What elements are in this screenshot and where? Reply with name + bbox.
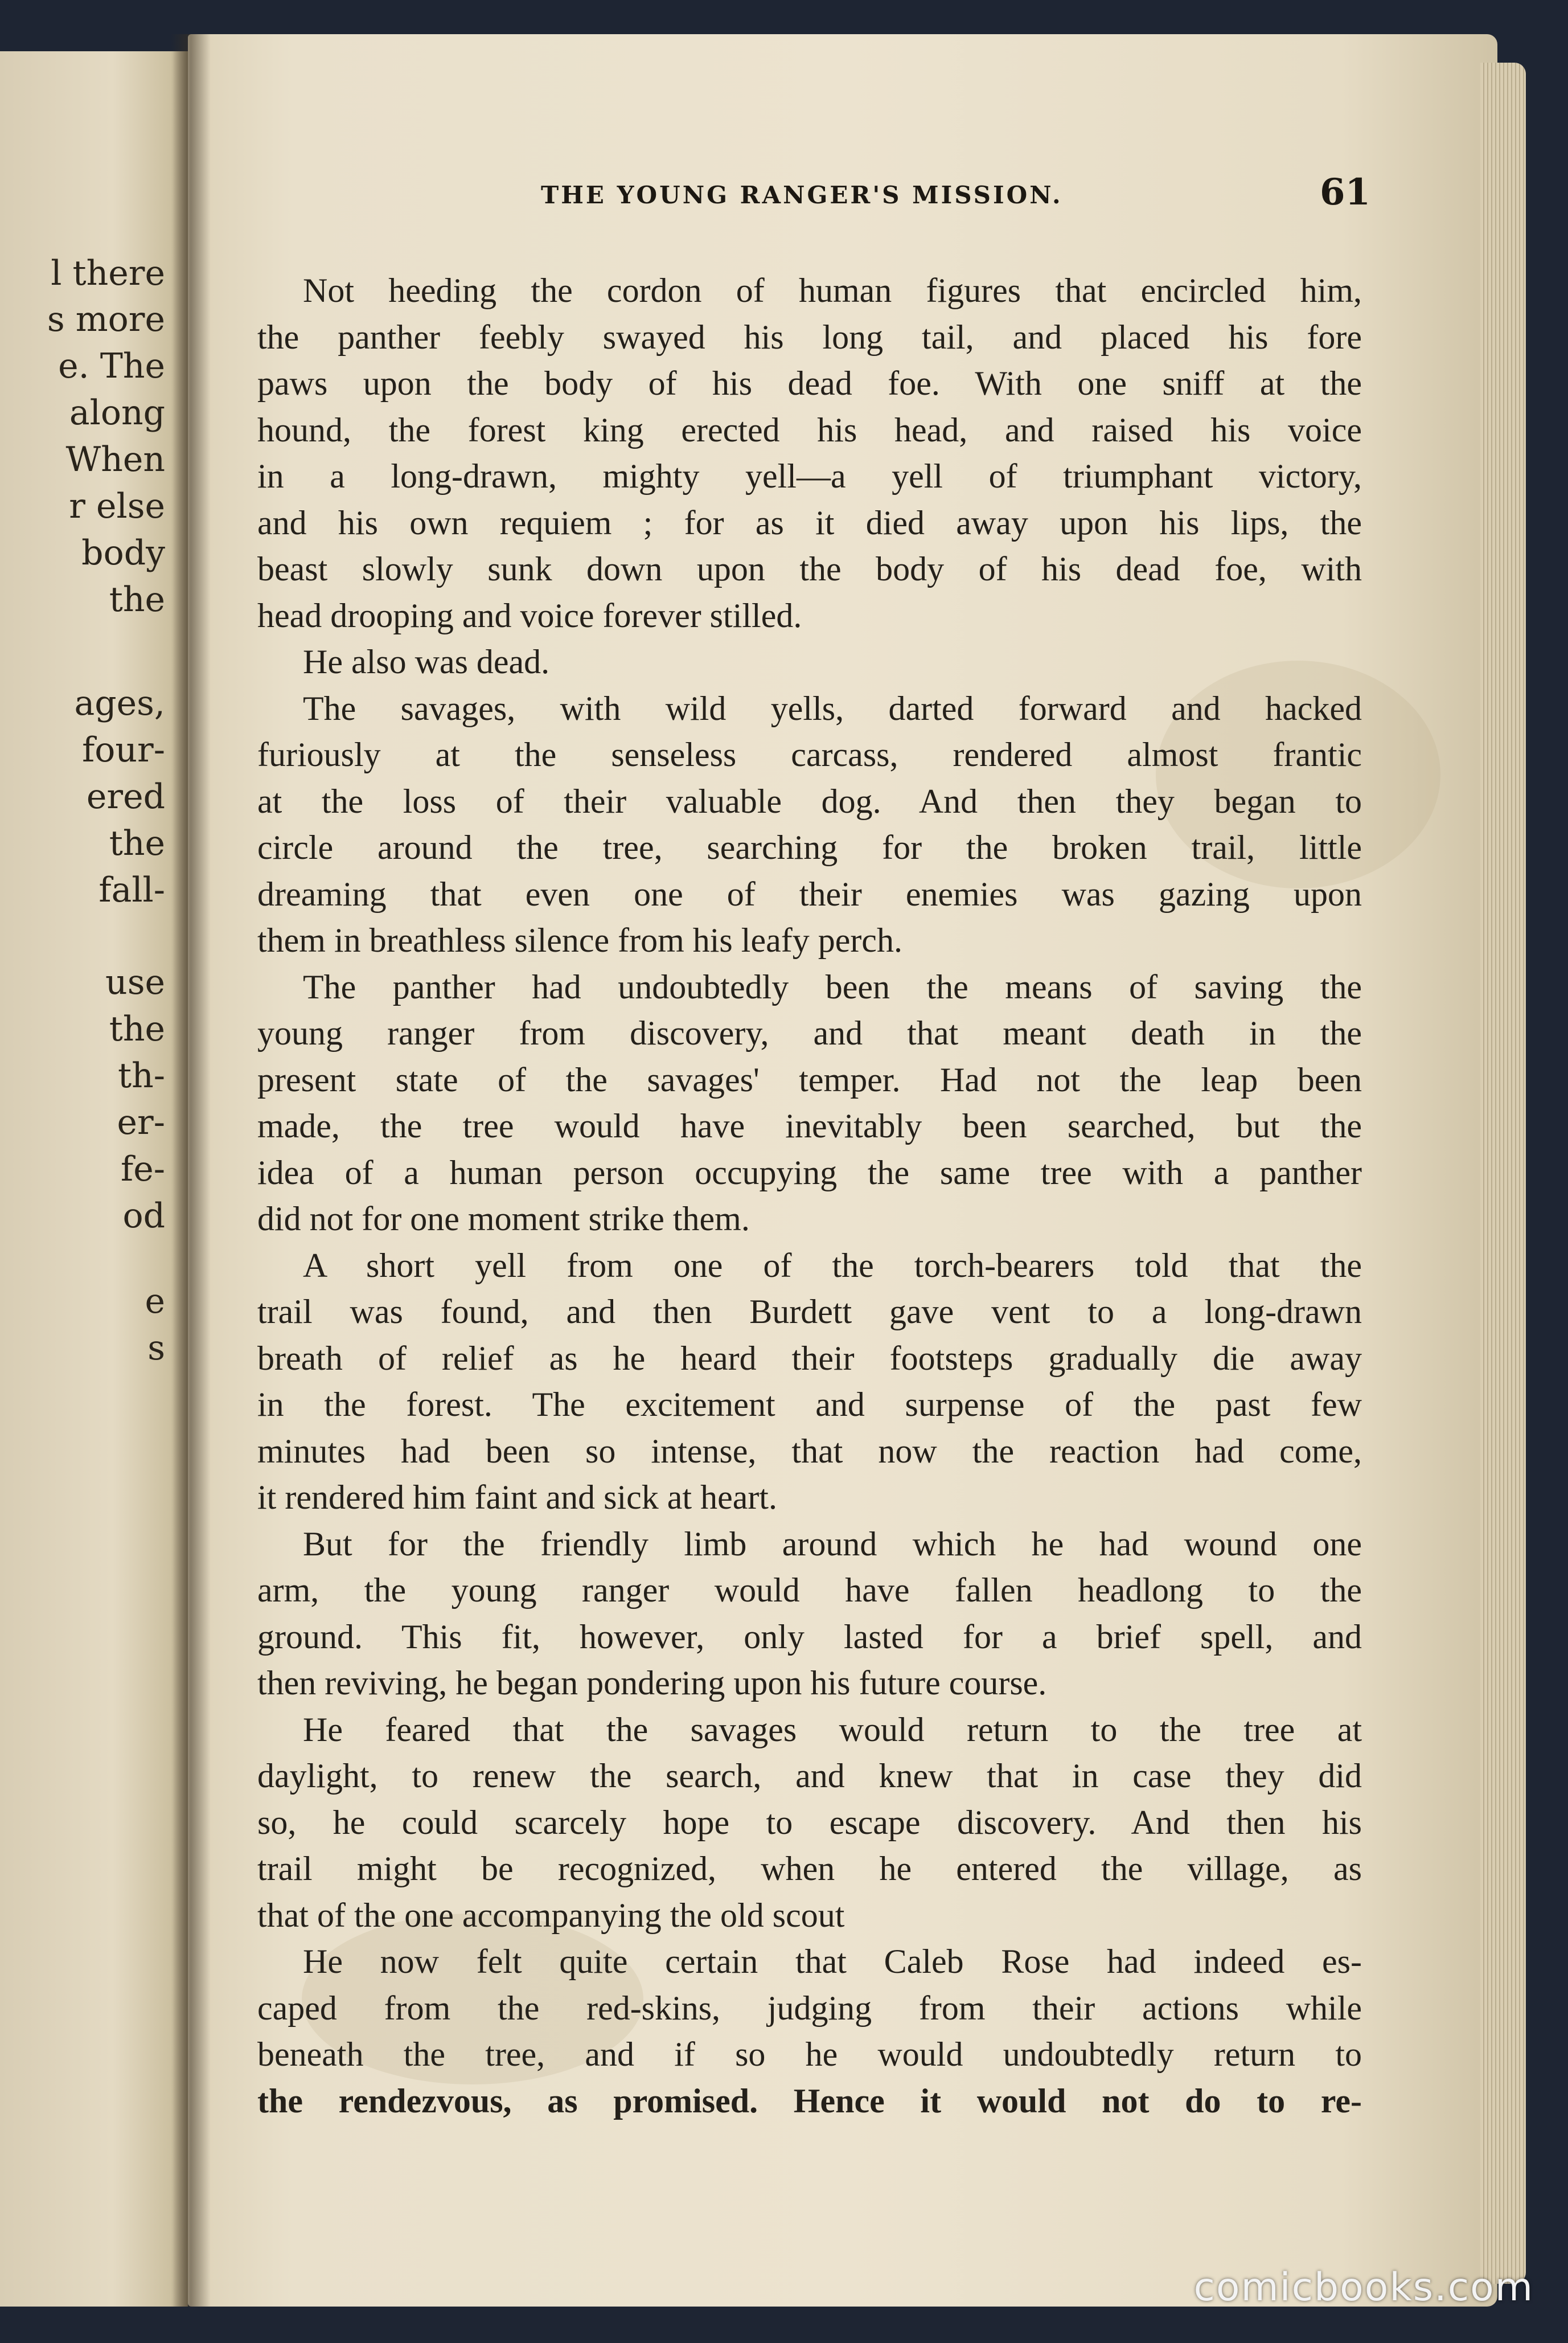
text-line: in a long-drawn, mighty yell—a yell of triumphant victory, xyxy=(257,457,1362,495)
left-page-fragment: the xyxy=(109,824,165,863)
text-line: But for the friendly limb around which he had wound one xyxy=(303,1525,1362,1563)
left-page-fragment: When xyxy=(65,440,165,480)
text-line: trail might be recognized, when he entered the village, as xyxy=(257,1850,1362,1887)
text-line: them in breathless silence from his leafy perch. xyxy=(257,921,902,959)
left-page-fragment: the xyxy=(109,580,165,620)
text-line: then reviving, he began pondering upon his future course. xyxy=(257,1664,1047,1702)
text-line: furiously at the senseless carcass, rendered almost frantic xyxy=(257,736,1362,773)
left-page-fragment: er- xyxy=(117,1103,165,1142)
text-line: dreaming that even one of their enemies was gazing upon xyxy=(257,875,1362,913)
watermark: comicbooks.com xyxy=(1193,2265,1534,2310)
text-line: made, the tree would have inevitably been searched, but the xyxy=(257,1107,1362,1145)
text-line: breath of relief as he heard their footsteps gradually die away xyxy=(257,1339,1362,1377)
text-line: at the loss of their valuable dog. And then they began to xyxy=(257,782,1362,820)
left-page-fragment: e xyxy=(145,1281,165,1321)
book-gutter xyxy=(171,34,211,2307)
left-page-fragment: s more xyxy=(47,300,165,339)
text-line: caped from the red-skins, judging from their actions while xyxy=(257,1989,1362,2027)
text-line: did not for one moment strike them. xyxy=(257,1200,750,1238)
text-line: minutes had been so intense, that now the reaction had come, xyxy=(257,1432,1362,1470)
text-line: A short yell from one of the torch-bearers told that the xyxy=(303,1246,1362,1284)
left-page-fragment: th- xyxy=(117,1056,165,1096)
text-line: The panther had undoubtedly been the means of saving the xyxy=(303,968,1362,1006)
text-line: circle around the tree, searching for the broken trail, little xyxy=(257,829,1362,866)
text-line: beast slowly sunk down upon the body of his dead foe, with xyxy=(257,550,1362,588)
left-page-fragment: l there xyxy=(51,253,165,293)
left-page-fragment: s xyxy=(147,1328,165,1368)
text-line: that of the one accompanying the old scout xyxy=(257,1896,845,1934)
running-head: THE YOUNG RANGER'S MISSION. xyxy=(541,181,1063,209)
left-page-fragment: four- xyxy=(82,730,165,770)
left-page-fragment: along xyxy=(69,393,165,433)
text-line: present state of the savages' temper. Had not the leap been xyxy=(257,1060,1362,1099)
text-line: The savages, with wild yells, darted forward and hacked xyxy=(303,689,1362,727)
left-page-fragment: r else xyxy=(69,486,165,526)
text-line: trail was found, and then Burdett gave vent to a long-drawn xyxy=(257,1293,1362,1330)
left-page-fragment: fall- xyxy=(98,870,165,910)
page-number: 61 xyxy=(1320,171,1371,214)
left-page-fragment: body xyxy=(81,533,165,573)
text-line: ground. This fit, however, only lasted for a brief spell, and xyxy=(257,1617,1362,1656)
text-line: the panther feebly swayed his long tail, and placed his fore xyxy=(257,318,1362,356)
left-page-fragment: ages, xyxy=(74,683,165,723)
text-line: head drooping and voice forever stilled. xyxy=(257,596,802,634)
text-line: arm, the young ranger would have fallen headlong to the xyxy=(257,1571,1362,1609)
text-line: beneath the tree, and if so he would undoubtedly return to xyxy=(257,2035,1362,2073)
page-edges xyxy=(1480,63,1526,2284)
left-page-fragment: the xyxy=(109,1009,165,1049)
left-facing-page xyxy=(0,51,188,2307)
left-page-fragment: e. The xyxy=(58,346,165,386)
text-line: Not heeding the cordon of human figures that encircled him, xyxy=(303,272,1362,309)
text-line: it rendered him faint and sick at heart. xyxy=(257,1478,777,1516)
text-line: idea of a human person occupying the same tree with a panther xyxy=(257,1153,1362,1191)
text-line: hound, the forest king erected his head, and raised his voice xyxy=(257,411,1362,449)
text-line: He now felt quite certain that Caleb Rose had indeed es- xyxy=(303,1943,1362,1980)
body-text xyxy=(257,268,1362,2124)
left-page-fragment: od xyxy=(122,1196,165,1236)
text-line: paws upon the body of his dead foe. With one sniff at the xyxy=(257,364,1362,402)
left-page-fragment: use xyxy=(105,962,165,1002)
text-line: and his own requiem ; for as it died away upon his lips, the xyxy=(257,503,1362,542)
text-line: young ranger from discovery, and that meant death in the xyxy=(257,1014,1362,1052)
left-page-fragment: fe- xyxy=(121,1149,165,1189)
text-line: the rendezvous, as promised. Hence it would not do to re- xyxy=(257,2082,1362,2120)
text-line: He feared that the savages would return to the tree at xyxy=(303,1710,1362,1748)
text-line: daylight, to renew the search, and knew that in case they did xyxy=(257,1757,1362,1795)
text-line: in the forest. The excitement and surpense of the past few xyxy=(257,1386,1362,1423)
text-line: He also was dead. xyxy=(303,643,550,681)
text-line: so, he could scarcely hope to escape discovery. And then his xyxy=(257,1803,1362,1841)
left-page-fragment: ered xyxy=(86,777,165,817)
